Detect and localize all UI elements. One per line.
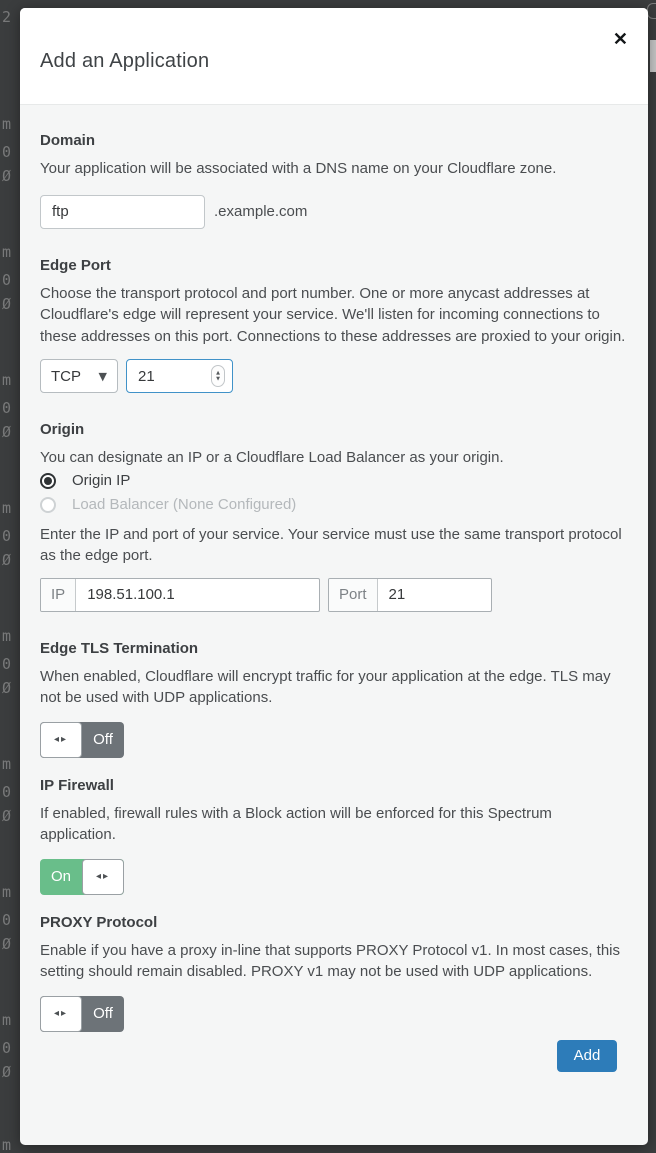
backdrop-occluded-text-fragment: 0: [2, 271, 12, 289]
radio-disabled-icon: [40, 497, 56, 513]
section-origin: [40, 420, 628, 612]
domain-suffix: .example.com: [214, 203, 308, 220]
radio-selected-icon: [40, 473, 56, 489]
origin-description: You can designate an IP or a Cloudflare Load Balancer as your origin.: [40, 449, 504, 466]
backdrop-occluded-text-fragment: m: [2, 371, 12, 389]
radio-load-balancer: [40, 493, 628, 517]
backdrop-artifact: [647, 3, 656, 19]
proxy-protocol-heading: PROXY Protocol: [40, 913, 158, 931]
backdrop-occluded-text-fragment: Ø: [2, 807, 12, 825]
backdrop-occluded-text-fragment: m: [2, 243, 12, 261]
modal-body: [20, 105, 648, 1072]
ip-firewall-heading: IP Firewall: [40, 776, 114, 794]
toggle-knob-icon: ◂▸: [40, 996, 82, 1032]
backdrop-occluded-text-fragment: Ø: [2, 935, 12, 953]
ip-firewall-description: If enabled, firewall rules with a Block action will be enforced for this Spectrum application.: [40, 804, 552, 843]
backdrop-occluded-text-fragment: 0: [2, 911, 12, 929]
backdrop-occluded-text-fragment: Ø: [2, 679, 12, 697]
section-edge-tls: [40, 639, 628, 758]
domain-input[interactable]: [40, 195, 205, 229]
backdrop-occluded-text-fragment: 0: [2, 655, 12, 673]
ip-prefix-label: IP: [41, 579, 76, 611]
proxy-protocol-toggle[interactable]: [40, 996, 124, 1032]
edge-tls-toggle-state: Off: [93, 731, 113, 748]
origin-port-input-group: [328, 578, 492, 612]
proxy-protocol-description: Enable if you have a proxy in-line that supports PROXY Protocol v1. In most cases, this setting should remain disabled. PROXY v1 may not be used with UDP applications.: [40, 941, 621, 980]
ip-firewall-toggle-state: On: [50, 868, 71, 885]
radio-origin-ip[interactable]: [40, 469, 628, 493]
domain-heading: Domain: [40, 132, 96, 149]
toggle-knob-icon: ◂▸: [82, 859, 124, 895]
edge-tls-heading: Edge TLS Termination: [40, 639, 199, 657]
backdrop-occluded-text-fragment: Ø: [2, 1063, 12, 1081]
backdrop-occluded-text-fragment: Ø: [2, 423, 12, 441]
radio-origin-ip-label: Origin IP: [72, 472, 131, 489]
backdrop-occluded-text-fragment: 0: [2, 1039, 12, 1057]
section-domain: [40, 131, 628, 229]
section-ip-firewall: [40, 776, 628, 895]
backdrop-occluded-text-fragment: Ø: [2, 295, 12, 313]
origin-ip-input-group: [40, 578, 320, 612]
origin-port-input[interactable]: [378, 579, 491, 611]
domain-description: Your application will be associated with a DNS name on your Cloudflare zone.: [40, 160, 557, 177]
origin-heading: Origin: [40, 421, 85, 438]
protocol-select-value: TCP: [51, 367, 81, 385]
section-proxy-protocol: [40, 913, 628, 1032]
add-button[interactable]: Add: [557, 1040, 617, 1072]
modal-title: Add an Application: [40, 50, 210, 72]
edge-tls-description: When enabled, Cloudflare will encrypt traffic for your application at the edge. TLS may not be used with UDP applications.: [40, 667, 611, 706]
stepper-down-icon[interactable]: ▼: [216, 376, 220, 382]
proxy-protocol-toggle-state: Off: [93, 1005, 113, 1022]
radio-load-balancer-label: Load Balancer (None Configured): [72, 496, 297, 513]
backdrop-occluded-text-fragment: 0: [2, 399, 12, 417]
backdrop-occluded-text-fragment: m: [2, 499, 12, 517]
modal-footer: [40, 1040, 628, 1072]
backdrop-occluded-text-fragment: 0: [2, 527, 12, 545]
backdrop-occluded-text-fragment: 2: [2, 8, 12, 26]
port-prefix-label: Port: [329, 579, 378, 611]
origin-ip-description: Enter the IP and port of your service. Your service must use the same transport protocol as the edge port.: [40, 525, 622, 564]
protocol-select[interactable]: [40, 359, 118, 393]
stepper-up-icon[interactable]: ▲: [216, 370, 220, 376]
origin-ip-input[interactable]: [76, 579, 319, 611]
backdrop-occluded-text-fragment: m: [2, 1011, 12, 1029]
edge-port-value: 21: [138, 367, 155, 385]
backdrop-occluded-text-fragment: m: [2, 883, 12, 901]
backdrop-occluded-text-fragment: 0: [2, 783, 12, 801]
backdrop-occluded-text-fragment: m: [2, 627, 12, 645]
toggle-knob-icon: ◂▸: [40, 722, 82, 758]
backdrop-occluded-text-fragment: m: [2, 1136, 12, 1153]
ip-firewall-toggle[interactable]: [40, 859, 124, 895]
backdrop-artifact: [650, 40, 656, 72]
section-edge-port: [40, 256, 628, 394]
edge-port-description: Choose the transport protocol and port number. One or more anycast addresses at Cloudflare's edge will represent your service. We'll listen for incoming connections to these addresses on this port. Connections to these addresses are proxied to your origin.: [40, 284, 626, 345]
edge-port-heading: Edge Port: [40, 256, 111, 274]
backdrop-occluded-text-fragment: 0: [2, 143, 12, 161]
number-stepper[interactable]: [211, 365, 225, 387]
add-application-modal: [20, 8, 648, 1145]
modal-header: [20, 8, 648, 105]
backdrop-occluded-text-fragment: m: [2, 755, 12, 773]
chevron-down-icon: ▼: [98, 369, 107, 383]
backdrop-occluded-text-fragment: Ø: [2, 167, 12, 185]
backdrop-occluded-text-fragment: Ø: [2, 551, 12, 569]
close-icon[interactable]: ✕: [609, 26, 632, 52]
edge-tls-toggle[interactable]: [40, 722, 124, 758]
edge-port-input[interactable]: [126, 359, 233, 393]
backdrop-occluded-text-fragment: m: [2, 115, 12, 133]
